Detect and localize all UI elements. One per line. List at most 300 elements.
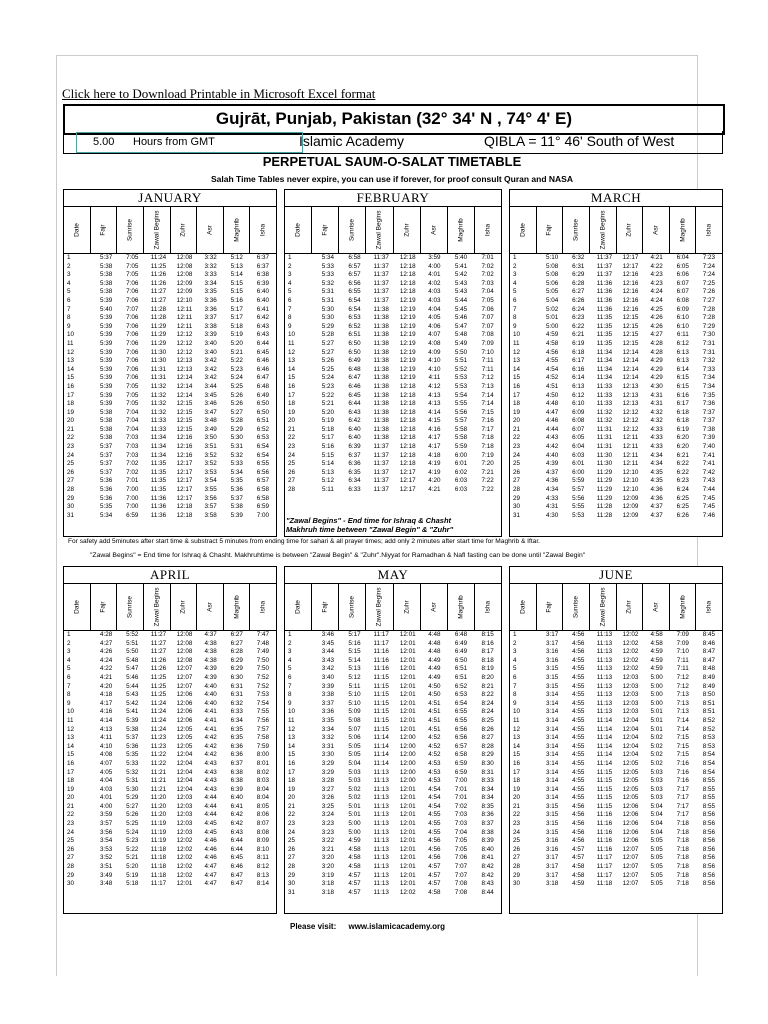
table-cell: 11:37 xyxy=(596,271,613,279)
table-cell: 4:37 xyxy=(204,631,217,638)
table-cell: 8:56 xyxy=(702,880,716,888)
table-cell: 11:23 xyxy=(150,742,167,750)
table-cell: 12:16 xyxy=(622,279,639,287)
column-header xyxy=(448,207,475,253)
table-cell: 10 xyxy=(67,331,75,339)
table-cell: 12:04 xyxy=(176,785,193,793)
table-cell: 5:22 xyxy=(126,845,139,853)
table-row xyxy=(510,417,722,426)
table-cell: 3:34 xyxy=(321,725,335,733)
footer-url[interactable]: www.islamicacademy.org xyxy=(348,922,445,931)
table-cell: 11:14 xyxy=(596,734,613,742)
table-cell: 2 xyxy=(67,639,71,647)
table-cell: 4:53 xyxy=(428,759,441,767)
table-cell: 6:07 xyxy=(676,288,689,296)
table-cell: 11:17 xyxy=(596,871,613,879)
table-cell: 5:23 xyxy=(321,382,335,390)
table-cell: 5:00 xyxy=(348,828,361,836)
table-cell: 7 xyxy=(513,305,517,313)
table-cell: 29 xyxy=(67,871,75,879)
table-cell: 7:08 xyxy=(454,880,468,888)
table-cell: 6:21 xyxy=(676,451,689,459)
table-cell: 6:20 xyxy=(676,434,689,442)
table-cell: 6:38 xyxy=(230,777,243,785)
table-row xyxy=(285,331,501,340)
table-cell: 7:18 xyxy=(676,828,689,836)
table-cell: 8:53 xyxy=(702,742,716,750)
table-cell: 7:06 xyxy=(126,374,139,382)
table-cell: 3:33 xyxy=(204,271,217,279)
table-cell: 11:13 xyxy=(373,828,389,836)
table-cell: 12:01 xyxy=(399,837,416,845)
table-cell: 8 xyxy=(67,314,71,322)
download-excel-link[interactable]: Click here to Download Printable in Microsoft Excel format xyxy=(62,86,376,101)
table-cell: 6:55 xyxy=(454,716,468,724)
zawal-note: "Zawal Begins" = End time for Ishraq & Chasht. Makhruhtime is between "Zawal Begin" & "Zuhr".Niyyat for Ramadhan & Nafl fasting can be done until "Zawal Begin" xyxy=(90,552,586,559)
table-row xyxy=(64,717,276,726)
table-row xyxy=(285,417,501,426)
table-row xyxy=(510,863,722,872)
table-cell: 5:44 xyxy=(126,682,139,690)
table-cell: 7:18 xyxy=(676,837,689,845)
table-cell: 5:20 xyxy=(321,408,335,416)
table-cell: 12:17 xyxy=(176,468,193,476)
table-cell: 11:22 xyxy=(150,759,167,767)
column-header xyxy=(394,207,421,253)
table-cell: 20 xyxy=(67,794,75,802)
table-cell: 12:15 xyxy=(176,400,193,408)
table-cell: 6:53 xyxy=(348,314,361,322)
table-cell: 6:38 xyxy=(230,768,243,776)
table-row xyxy=(510,503,722,512)
table-cell: 6:32 xyxy=(572,254,585,261)
table-cell: 7:31 xyxy=(702,339,716,347)
table-cell: 4:57 xyxy=(572,845,585,853)
table-cell: 4:53 xyxy=(428,777,441,785)
table-row xyxy=(64,837,276,846)
table-cell: 5:26 xyxy=(321,357,335,365)
table-cell: 5:19 xyxy=(321,417,335,425)
table-cell: 3:32 xyxy=(321,734,335,742)
table-cell: 8:54 xyxy=(702,759,716,767)
table-cell: 5:32 xyxy=(126,768,139,776)
table-cell: 8:08 xyxy=(256,828,270,836)
table-cell: 7:37 xyxy=(702,417,716,425)
table-cell: 4:13 xyxy=(428,400,441,408)
table-row xyxy=(64,854,276,863)
table-cell: 5:35 xyxy=(126,751,139,759)
table-cell: 6:03 xyxy=(454,486,468,494)
table-cell: 12:01 xyxy=(399,699,416,707)
table-row xyxy=(285,254,501,263)
table-cell: 8 xyxy=(288,691,292,699)
table-cell: 12:15 xyxy=(176,417,193,425)
table-cell: 12:01 xyxy=(399,665,416,673)
table-cell: 11:20 xyxy=(150,811,167,819)
table-cell: 3:16 xyxy=(546,656,559,664)
column-header xyxy=(617,207,644,253)
table-cell: 7:03 xyxy=(126,451,139,459)
column-header xyxy=(421,207,448,253)
table-cell: 4:37 xyxy=(650,511,663,519)
table-cell: 11:37 xyxy=(373,477,389,485)
table-cell: 4:33 xyxy=(650,425,663,433)
table-cell: 7:02 xyxy=(126,460,139,468)
table-cell: 5:39 xyxy=(100,357,113,365)
table-row xyxy=(64,734,276,743)
table-row xyxy=(285,486,501,495)
table-cell: 11:30 xyxy=(596,451,613,459)
table-cell: 6:43 xyxy=(256,322,270,330)
table-cell: 5:05 xyxy=(650,880,663,888)
table-cell: 17 xyxy=(67,768,75,776)
table-cell: 16 xyxy=(513,759,521,767)
table-cell: 12:03 xyxy=(176,811,193,819)
table-cell: 12:11 xyxy=(622,443,639,451)
table-cell: 11:13 xyxy=(596,699,613,707)
table-cell: 7:17 xyxy=(676,811,689,819)
table-cell: 3:14 xyxy=(546,759,559,767)
table-cell: 30 xyxy=(513,880,521,888)
column-header xyxy=(366,584,393,630)
table-cell: 12:19 xyxy=(399,314,416,322)
column-header xyxy=(475,584,501,630)
column-headers xyxy=(510,584,722,631)
table-cell: 5:37 xyxy=(100,460,113,468)
table-row xyxy=(510,803,722,812)
table-cell: 6:18 xyxy=(676,408,689,416)
table-cell: 7:05 xyxy=(126,391,139,399)
table-cell: 17 xyxy=(288,768,296,776)
table-cell: 6:00 xyxy=(454,451,468,459)
table-cell: 7:45 xyxy=(702,494,716,502)
table-cell: 22 xyxy=(513,811,521,819)
table-cell: 7:34 xyxy=(702,382,716,390)
table-cell: 5:39 xyxy=(100,365,113,373)
table-cell: 7:11 xyxy=(676,656,689,664)
table-cell: 8:29 xyxy=(481,751,494,759)
table-cell: 11:30 xyxy=(150,348,167,356)
table-cell: 7:07 xyxy=(454,871,468,879)
column-header xyxy=(670,207,697,253)
table-cell: 12:08 xyxy=(176,262,193,270)
table-cell: 3:27 xyxy=(321,785,335,793)
table-cell: 11:18 xyxy=(150,863,167,871)
table-cell: 7:06 xyxy=(126,339,139,347)
table-cell: 8:17 xyxy=(481,648,494,656)
table-cell: 8:56 xyxy=(702,820,716,828)
table-cell: 5:42 xyxy=(126,699,139,707)
table-cell: 11:13 xyxy=(373,768,389,776)
timetable-title: PERPETUAL SAUM-O-SALAT TIMETABLE xyxy=(262,154,522,169)
table-cell: 6:04 xyxy=(676,254,689,261)
table-cell: 4:00 xyxy=(428,262,441,270)
table-cell: 5:28 xyxy=(230,417,243,425)
column-header-label: Isha xyxy=(484,600,492,614)
table-cell: 5:27 xyxy=(126,802,139,810)
table-cell: 8:55 xyxy=(702,777,716,785)
table-cell: 3:14 xyxy=(546,691,559,699)
table-cell: 11:37 xyxy=(373,254,389,261)
table-cell: 11:37 xyxy=(373,468,389,476)
table-cell: 7 xyxy=(67,682,71,690)
table-cell: 11:14 xyxy=(373,734,389,742)
table-cell: 4:55 xyxy=(572,785,585,793)
table-cell: 12:03 xyxy=(176,794,193,802)
table-cell: 5:36 xyxy=(126,742,139,750)
table-cell: 7:47 xyxy=(256,631,270,638)
table-cell: 12:00 xyxy=(399,768,416,776)
table-cell: 7:18 xyxy=(676,820,689,828)
table-cell: 5:03 xyxy=(650,768,663,776)
table-cell: 7:05 xyxy=(126,382,139,390)
table-cell: 5:26 xyxy=(230,400,243,408)
table-cell: 6 xyxy=(67,296,71,304)
table-cell: 5:40 xyxy=(454,254,468,261)
table-cell: 5:38 xyxy=(100,262,113,270)
table-row xyxy=(510,674,722,683)
table-cell: 8:56 xyxy=(702,845,716,853)
gmt-offset-label: Hours from GMT xyxy=(133,136,215,148)
table-cell: 12:13 xyxy=(622,391,639,399)
table-cell: 11:29 xyxy=(150,339,167,347)
month-table-may xyxy=(284,566,502,914)
table-cell: 5:03 xyxy=(348,777,361,785)
table-cell: 5:01 xyxy=(650,716,663,724)
table-cell: 4:47 xyxy=(204,863,217,871)
table-cell: 26 xyxy=(67,468,75,476)
table-cell: 12:10 xyxy=(622,468,639,476)
column-header xyxy=(510,584,537,630)
table-cell: 6:49 xyxy=(256,391,270,399)
table-cell: 7:28 xyxy=(702,314,716,322)
table-cell: 12:05 xyxy=(622,759,639,767)
table-row xyxy=(285,820,501,829)
table-cell: 6:08 xyxy=(572,417,585,425)
table-cell: 8:48 xyxy=(702,665,716,673)
table-cell: 12:10 xyxy=(622,477,639,485)
table-cell: 4:25 xyxy=(650,305,663,313)
table-cell: 12:01 xyxy=(399,785,416,793)
table-cell: 5:13 xyxy=(348,665,361,673)
table-cell: 12:12 xyxy=(622,417,639,425)
table-cell: 6:22 xyxy=(676,460,689,468)
table-cell: 6:44 xyxy=(348,400,361,408)
table-row xyxy=(285,349,501,358)
column-header xyxy=(537,584,564,630)
table-cell: 11:20 xyxy=(150,794,167,802)
table-cell: 5:12 xyxy=(230,254,243,261)
table-cell: 6:55 xyxy=(256,460,270,468)
table-cell: 4:58 xyxy=(650,639,663,647)
table-cell: 4:39 xyxy=(546,460,559,468)
table-cell: 4:55 xyxy=(572,759,585,767)
table-cell: 4:26 xyxy=(650,322,663,330)
table-cell: 8:31 xyxy=(481,768,494,776)
table-row xyxy=(64,640,276,649)
table-cell: 12:18 xyxy=(399,460,416,468)
table-cell: 3:14 xyxy=(546,708,559,716)
table-cell: 11:35 xyxy=(596,322,613,330)
table-cell: 3:45 xyxy=(204,391,217,399)
table-cell: 7:03 xyxy=(126,443,139,451)
table-cell: 6:06 xyxy=(676,271,689,279)
table-cell: 4:17 xyxy=(100,699,113,707)
table-cell: 7:07 xyxy=(454,863,468,871)
table-cell: 11:25 xyxy=(150,682,167,690)
table-cell: 11:13 xyxy=(596,691,613,699)
table-cell: 6:21 xyxy=(572,331,585,339)
table-cell: 11:15 xyxy=(373,708,389,716)
table-cell: 12:02 xyxy=(176,854,193,862)
table-cell: 5:03 xyxy=(650,777,663,785)
table-cell: 12:17 xyxy=(176,486,193,494)
table-cell: 11:13 xyxy=(596,648,613,656)
table-row xyxy=(510,288,722,297)
table-row xyxy=(510,648,722,657)
table-cell: 4:07 xyxy=(428,331,441,339)
table-cell: 3:14 xyxy=(546,768,559,776)
table-cell: 5:02 xyxy=(650,742,663,750)
table-row xyxy=(64,863,276,872)
table-cell: 6:29 xyxy=(230,665,243,673)
table-cell: 12:01 xyxy=(399,828,416,836)
table-cell: 26 xyxy=(288,845,296,853)
table-cell: 17 xyxy=(67,391,75,399)
table-cell: 8:33 xyxy=(481,777,494,785)
table-cell: 1 xyxy=(513,631,517,638)
table-cell: 12 xyxy=(288,725,296,733)
table-cell: 4:40 xyxy=(204,691,217,699)
table-cell: 4:08 xyxy=(100,751,113,759)
table-cell: 5:49 xyxy=(454,339,468,347)
table-row xyxy=(64,708,276,717)
table-cell: 6:10 xyxy=(676,322,689,330)
table-cell: 11:27 xyxy=(150,288,167,296)
table-cell: 6:00 xyxy=(572,468,585,476)
table-cell: 8:36 xyxy=(481,811,494,819)
table-cell: 5:06 xyxy=(546,279,559,287)
table-cell: 6:04 xyxy=(572,443,585,451)
table-cell: 8:15 xyxy=(481,631,494,638)
table-cell: 12:13 xyxy=(176,357,193,365)
table-cell: 7:06 xyxy=(126,288,139,296)
table-cell: 6:10 xyxy=(572,400,585,408)
column-header xyxy=(366,207,393,253)
table-row xyxy=(64,288,276,297)
table-cell: 31 xyxy=(67,511,75,519)
table-cell: 4:48 xyxy=(428,648,441,656)
table-cell: 5:50 xyxy=(454,348,468,356)
table-cell: 5:52 xyxy=(126,631,139,638)
table-row xyxy=(285,683,501,692)
table-cell: 4:55 xyxy=(428,820,441,828)
table-row xyxy=(510,297,722,306)
table-cell: 12:11 xyxy=(622,451,639,459)
table-cell: 4:57 xyxy=(428,880,441,888)
table-row xyxy=(510,512,722,521)
table-cell: 4:36 xyxy=(546,477,559,485)
table-cell: 3:56 xyxy=(100,828,113,836)
table-cell: 15 xyxy=(67,374,75,382)
table-cell: 3:55 xyxy=(204,486,217,494)
table-cell: 5:33 xyxy=(230,460,243,468)
table-cell: 7:10 xyxy=(676,648,689,656)
table-cell: 3 xyxy=(67,648,71,656)
table-cell: 7:24 xyxy=(702,262,716,270)
table-cell: 5:00 xyxy=(650,699,663,707)
table-cell: 4:46 xyxy=(204,837,217,845)
table-cell: 12:07 xyxy=(176,682,193,690)
table-cell: 16 xyxy=(67,759,75,767)
table-cell: 11:38 xyxy=(373,400,389,408)
column-header-label: Isha xyxy=(705,600,713,614)
table-cell: 7:30 xyxy=(702,331,716,339)
table-cell: 11:15 xyxy=(596,802,613,810)
table-cell: 3:30 xyxy=(321,751,335,759)
table-cell: 6:58 xyxy=(454,751,468,759)
table-cell: 5:01 xyxy=(348,811,361,819)
table-cell: 12:08 xyxy=(176,656,193,664)
table-cell: 4:10 xyxy=(428,365,441,373)
table-cell: 5:22 xyxy=(230,357,243,365)
table-cell: 3:42 xyxy=(204,374,217,382)
table-cell: 11:17 xyxy=(596,854,613,862)
table-cell: 11:13 xyxy=(373,777,389,785)
table-cell: 26 xyxy=(67,845,75,853)
table-cell: 5:39 xyxy=(100,322,113,330)
table-cell: 5:39 xyxy=(100,382,113,390)
table-cell: 6:47 xyxy=(230,880,243,888)
table-row xyxy=(285,880,501,889)
table-cell: 11:24 xyxy=(150,699,167,707)
table-cell: 15 xyxy=(513,751,521,759)
table-cell: 14 xyxy=(67,365,75,373)
table-row xyxy=(285,314,501,323)
table-cell: 11 xyxy=(67,339,74,347)
column-header xyxy=(224,584,251,630)
column-header xyxy=(563,584,590,630)
table-cell: 6:56 xyxy=(348,279,361,287)
column-header xyxy=(250,584,276,630)
table-cell: 6:12 xyxy=(572,391,585,399)
table-cell: 5:32 xyxy=(321,279,335,287)
table-cell: 6:57 xyxy=(348,262,361,270)
table-cell: 8:02 xyxy=(256,768,270,776)
table-cell: 7:45 xyxy=(702,503,716,511)
table-cell: 5:47 xyxy=(126,665,139,673)
table-cell: 4:37 xyxy=(650,503,663,511)
table-cell: 8:38 xyxy=(481,828,494,836)
table-cell: 12:12 xyxy=(622,425,639,433)
table-cell: 4:57 xyxy=(348,880,361,888)
table-cell: 3:45 xyxy=(321,639,335,647)
table-cell: 11 xyxy=(288,716,295,724)
table-cell: 6:09 xyxy=(676,305,689,313)
table-cell: 6:37 xyxy=(256,262,270,270)
table-cell: 3:46 xyxy=(321,631,335,638)
table-cell: 4:05 xyxy=(428,314,441,322)
table-row xyxy=(510,323,722,332)
table-cell: 6:36 xyxy=(348,460,361,468)
table-cell: 5:37 xyxy=(126,734,139,742)
table-cell: 8:06 xyxy=(256,811,270,819)
table-cell: 3:53 xyxy=(100,845,113,853)
table-cell: 5:38 xyxy=(230,503,243,511)
table-cell: 4:29 xyxy=(650,357,663,365)
table-cell: 4 xyxy=(67,279,71,287)
table-cell: 12:02 xyxy=(622,656,639,664)
